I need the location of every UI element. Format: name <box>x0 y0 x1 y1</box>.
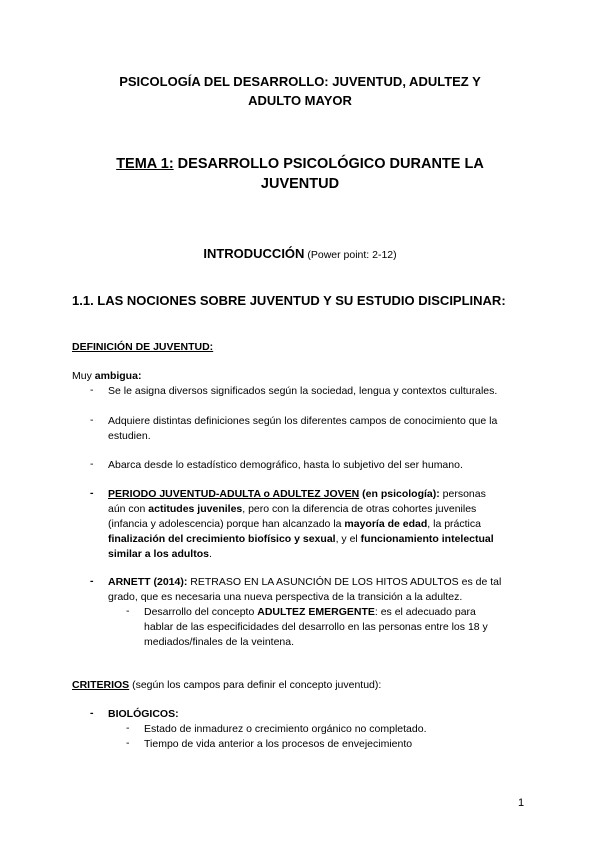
bullet-2 <box>108 414 548 444</box>
sub-text-a: Desarrollo del concepto <box>144 606 258 618</box>
intro-note: (Power point: 2-12) <box>304 249 397 261</box>
document-title <box>60 72 540 110</box>
periodo-text-2a: aún con <box>108 503 149 515</box>
sub-text-l3: mediados/finales de la veintena. <box>144 636 295 648</box>
bullet-1: Se le asigna diversos significados según la sociedad, lengua y contextos culturales. <box>108 385 498 397</box>
bullet-2-line-2: estudien. <box>108 430 151 442</box>
bullet-dash: - <box>90 575 94 587</box>
criterios-title: CRITERIOS <box>72 679 130 691</box>
biologicos-heading <box>108 707 179 722</box>
periodo-text-4c: funcionamiento intelectual <box>360 533 494 545</box>
periodo-text-4b: , y el <box>335 533 361 545</box>
title-line-2: ADULTO MAYOR <box>248 93 352 108</box>
arnett-text-2: grado, que es necesaria una nueva perspectiva de la transición a la adultez. <box>108 591 463 603</box>
muy-ambigua-line <box>72 369 141 384</box>
periodo-field: (en psicología): <box>359 488 440 500</box>
periodo-text-5b: . <box>208 548 212 560</box>
definicion-heading: DEFINICIÓN DE JUVENTUD: <box>72 341 214 353</box>
sub-text-b: ADULTEZ EMERGENTE <box>257 606 375 618</box>
sub-bullet-dash: - <box>126 737 130 749</box>
bio-item-2: Tiempo de vida anterior a los procesos de envejecimiento <box>144 738 413 750</box>
sub-bullet-dash: - <box>126 722 130 734</box>
sub-bullet-adultez-emergente <box>144 605 544 650</box>
sub-bullet-dash: - <box>126 605 130 617</box>
ambigua-text: ambigua: <box>94 370 142 382</box>
sub-text-c: : es el adecuado para <box>374 606 476 618</box>
arnett-text-1: RETRASO EN LA ASUNCIÓN DE LOS HITOS ADULTOS es de tal <box>187 576 502 588</box>
bullet-2-line-1: Adquiere distintas definiciones según los diferentes campos de conocimiento que la <box>108 415 498 427</box>
section-heading-1-1: 1.1. LAS NOCIONES SOBRE JUVENTUD Y SU ESTUDIO DISCIPLINAR: <box>72 293 506 308</box>
bullet-dash: - <box>90 384 94 396</box>
arnett-ref: ARNETT (2014): <box>108 576 188 588</box>
bullet-arnett <box>108 575 548 605</box>
tema-title-part-2: JUVENTUD <box>260 176 340 192</box>
muy-text: Muy <box>72 370 95 382</box>
sub-text-l2: hablar de las especificidades del desarrollo en las personas entre los 18 y <box>144 621 488 633</box>
criterios-heading <box>72 678 381 693</box>
tema-label: TEMA 1: <box>116 156 174 172</box>
bio-item-1: Estado de inmadurez o crecimiento orgánico no completado. <box>144 723 427 735</box>
tema-heading <box>60 154 540 194</box>
periodo-text-2b: actitudes juveniles <box>148 503 243 515</box>
periodo-text-5a: similar a los adultos <box>108 548 209 560</box>
page-number: 1 <box>518 797 525 809</box>
periodo-text-2c: , pero con la diferencia de otras cohortes juveniles <box>242 503 477 515</box>
biologicos-title: BIOLÓGICOS: <box>108 708 179 720</box>
bullet-dash: - <box>90 414 94 426</box>
periodo-text-3c: , la práctica <box>427 518 481 530</box>
title-line-1: PSICOLOGÍA DEL DESARROLLO: JUVENTUD, ADULTEZ Y <box>119 74 481 89</box>
bullet-periodo <box>108 487 548 562</box>
periodo-text-3b: mayoría de edad <box>344 518 428 530</box>
intro-heading <box>60 246 540 261</box>
criterios-note: (según los campos para definir el concepto juventud): <box>129 679 382 691</box>
tema-title-part-1: DESARROLLO PSICOLÓGICO DURANTE LA <box>173 156 484 172</box>
bullet-dash: - <box>90 458 94 470</box>
bullet-dash: - <box>90 487 94 499</box>
periodo-text-1: personas <box>439 488 486 500</box>
periodo-text-4a: finalización del crecimiento biofísico y sexual <box>108 533 336 545</box>
bullet-dash: - <box>90 707 94 719</box>
periodo-term: PERIODO JUVENTUD-ADULTA o ADULTEZ JOVEN <box>108 488 360 500</box>
intro-title: INTRODUCCIÓN <box>203 246 305 261</box>
periodo-text-3a: (infancia y adolescencia) porque han alcanzado la <box>108 518 345 530</box>
bullet-3: Abarca desde lo estadístico demográfico, hasta lo subjetivo del ser humano. <box>108 459 463 471</box>
